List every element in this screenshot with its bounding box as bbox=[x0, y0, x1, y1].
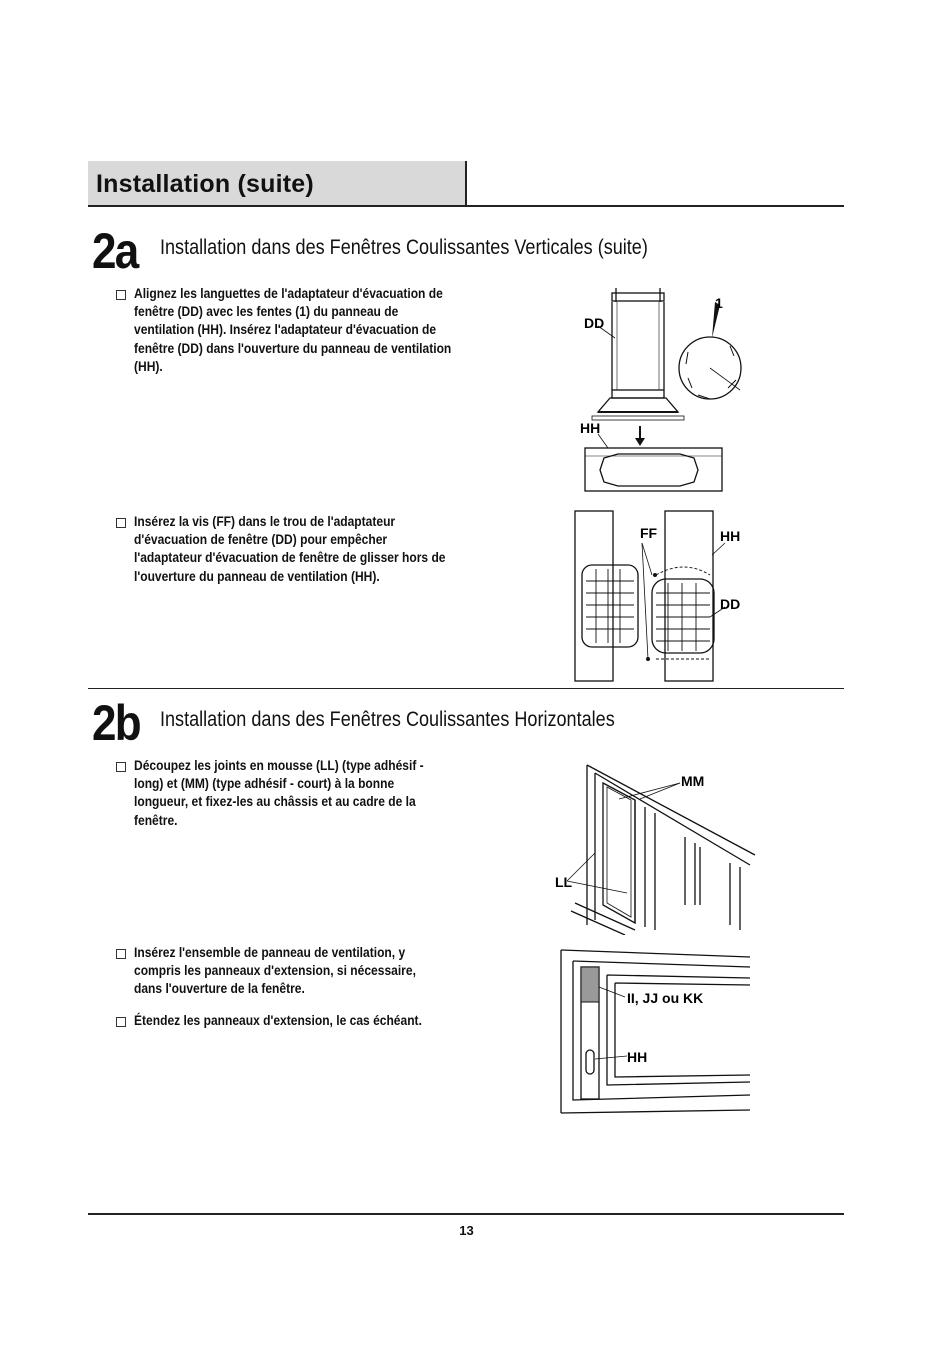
label-dd: DD bbox=[720, 596, 741, 612]
step-title-2a: Installation dans des Fenêtres Coulissantes Verticales (suite) bbox=[160, 236, 648, 259]
page-number: 13 bbox=[459, 1223, 474, 1238]
label-panels: II, JJ ou KK bbox=[627, 990, 704, 1006]
figure-adapter-alignment bbox=[560, 280, 760, 495]
instruction-text: Insérez l'ensemble de panneau de ventilation, y compris les panneaux d'extension, si nécessaire, dans l'ouverture de la fenêtre. bbox=[134, 944, 416, 997]
bullet-checkbox bbox=[116, 949, 126, 959]
instruction-text: Alignez les languettes de l'adaptateur d'évacuation de fenêtre (DD) avec les fentes (1) du panneau de ventilation (HH). Insérez l'adaptateur d'évacuation de fenêtre (DD) dans l'ouverture du panneau de ventilation (HH). bbox=[134, 285, 452, 374]
label-hh: HH bbox=[627, 1049, 648, 1065]
bullet-checkbox bbox=[116, 290, 126, 300]
header-rule bbox=[88, 205, 844, 207]
label-mm: MM bbox=[681, 773, 705, 789]
instruction-text: Étendez les panneaux d'extension, le cas échéant. bbox=[134, 1012, 422, 1028]
footer-rule bbox=[88, 1213, 844, 1215]
instruction-text: Découpez les joints en mousse (LL) (type adhésif - long) et (MM) (type adhésif - court) à la bonne longueur, et fixez-les au châssis et au cadre de la fenêtre. bbox=[134, 757, 424, 828]
header-divider bbox=[465, 161, 467, 205]
label-dd: DD bbox=[584, 315, 605, 331]
step-number-2b: 2b bbox=[92, 695, 140, 751]
bullet-checkbox bbox=[116, 1017, 126, 1027]
bullet-checkbox bbox=[116, 762, 126, 772]
page-title: Installation (suite) bbox=[96, 170, 314, 198]
step-number-2a: 2a bbox=[92, 223, 138, 279]
label-hh: HH bbox=[720, 528, 741, 544]
label-hh: HH bbox=[580, 420, 601, 436]
figure-screw-insertion bbox=[560, 505, 760, 685]
instruction-text: Insérez la vis (FF) dans le trou de l'adaptateur d'évacuation de fenêtre (DD) pour empêcher l'adaptateur d'évacuation de fenêtre de glisser hors de l'ouverture du panneau de ventilation (HH). bbox=[134, 513, 446, 584]
figure-panel-installed bbox=[555, 945, 755, 1125]
bullet-checkbox bbox=[116, 518, 126, 528]
label-ff: FF bbox=[640, 525, 658, 541]
figure-foam-seals bbox=[545, 755, 760, 935]
section-divider bbox=[88, 688, 844, 689]
step-title-2b: Installation dans des Fenêtres Coulissantes Horizontales bbox=[160, 708, 615, 731]
label-slot-1: 1 bbox=[715, 295, 723, 311]
label-ll: LL bbox=[555, 874, 573, 890]
